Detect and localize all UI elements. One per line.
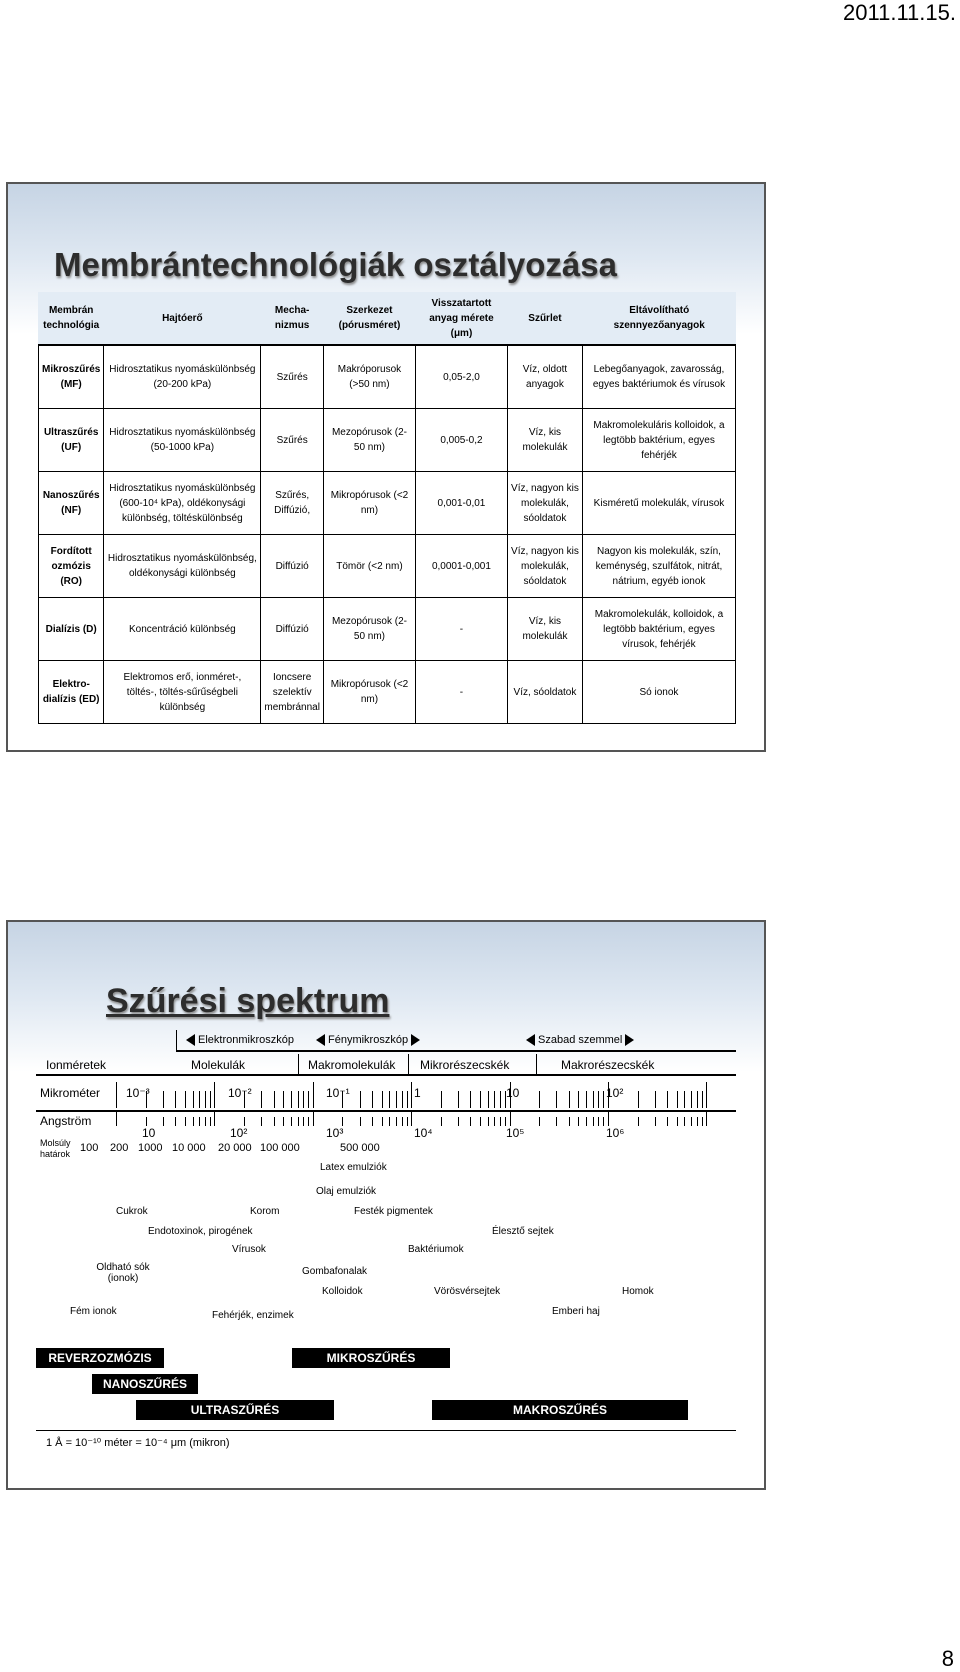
scale-tick (372, 1117, 373, 1126)
table-cell: Lebegőanyagok, zavarosság, egyes baktériumok és vírusok (582, 345, 735, 409)
scale-tick (706, 1082, 707, 1108)
table-cell: Hidrosztatikus nyomáskülönbség (50-1000 kPa) (104, 409, 261, 472)
scale-tick (342, 1117, 343, 1126)
scale-tick (505, 1117, 506, 1126)
scale-tick (116, 1082, 117, 1108)
microscope-electron: Elektronmikroszkóp (186, 1034, 294, 1046)
table-row (39, 345, 736, 409)
scale-tick (608, 1112, 609, 1126)
scale-tick (175, 1117, 176, 1126)
scale-tick (308, 1117, 309, 1126)
scale-tick (702, 1091, 703, 1108)
table-cell: Makróporusok (>50 nm) (323, 345, 415, 409)
molweight-tick: 200 (110, 1142, 129, 1154)
scale-tick (402, 1117, 403, 1126)
col-header: Membrán technológia (39, 292, 104, 345)
table-cell: Ioncsere szelektív membránnal (261, 661, 324, 724)
micrometer-tick: 10⁻³ (126, 1086, 150, 1100)
table-cell: Szűrés (261, 409, 324, 472)
scale-tick (488, 1091, 489, 1108)
table-cell: Mikroszűrés (MF) (39, 345, 104, 409)
table-cell: Hidrosztatikus nyomáskülönbség (20-200 kPa) (104, 345, 261, 409)
scale-tick (303, 1091, 304, 1108)
scale-tick (402, 1091, 403, 1108)
scale-tick (603, 1117, 604, 1126)
table-cell: Víz, kis molekulák (507, 409, 582, 472)
scale-tick (556, 1117, 557, 1126)
table-row (39, 535, 736, 598)
angstrom-tick-marks (116, 1112, 726, 1126)
scale-tick (396, 1117, 397, 1126)
scale-tick (116, 1112, 117, 1126)
scale-tick (691, 1091, 692, 1108)
scale-tick (480, 1117, 481, 1126)
col-header: Visszatartott anyag mérete (μm) (415, 292, 507, 345)
scale-tick (372, 1091, 373, 1108)
table-cell: - (415, 661, 507, 724)
arrow-right-icon (411, 1034, 420, 1046)
table-row (39, 472, 736, 535)
scale-tick (578, 1091, 579, 1108)
table-cell: Makromolekulák, kolloidok, a legtöbb baktérium, egyes vírusok, fehérjék (582, 598, 735, 661)
angstrom-tick: 10⁵ (506, 1126, 525, 1140)
scale-tick (638, 1117, 639, 1126)
scale-tick (407, 1117, 408, 1126)
scale-tick (655, 1091, 656, 1108)
scale-tick (578, 1117, 579, 1126)
molweight-label: Molsúly határok (40, 1138, 71, 1159)
molweight-tick: 500 000 (340, 1142, 380, 1154)
scale-tick (494, 1117, 495, 1126)
table-cell: Tömör (<2 nm) (323, 535, 415, 598)
scale-tick (261, 1117, 262, 1126)
scale-tick (291, 1091, 292, 1108)
table-cell: Ultraszűrés (UF) (39, 409, 104, 472)
table-cell: Diffúzió (261, 598, 324, 661)
table-cell: Víz, kis molekulák (507, 598, 582, 661)
scale-tick (411, 1082, 412, 1108)
scale-tick (214, 1112, 215, 1126)
table-cell: Szűrés (261, 345, 324, 409)
header-date: 2011.11.15. (843, 0, 956, 25)
scale-tick (539, 1117, 540, 1126)
particle-label: Kolloidok (322, 1286, 363, 1297)
scale-tick (691, 1117, 692, 1126)
scale-tick (274, 1117, 275, 1126)
particle-label: Fém ionok (70, 1306, 117, 1317)
table-cell: Mikropórusok (<2 nm) (323, 661, 415, 724)
scale-tick (539, 1091, 540, 1108)
scale-tick (603, 1091, 604, 1108)
scale-tick (510, 1082, 511, 1108)
slide-filtration-spectrum (6, 920, 766, 1490)
table-cell: Nagyon kis molekulák, szín, keménység, szulfátok, nitrát, nátrium, egyéb ionok (582, 535, 735, 598)
angstrom-tick: 10⁴ (414, 1126, 433, 1140)
scale-tick (441, 1117, 442, 1126)
scale-tick (488, 1117, 489, 1126)
scale-tick (608, 1082, 609, 1108)
scale-tick (205, 1091, 206, 1108)
table-cell: Víz, nagyon kis molekulák, sóoldatok (507, 472, 582, 535)
scale-tick (244, 1091, 245, 1108)
scale-tick (480, 1091, 481, 1108)
table-cell: Víz, oldott anyagok (507, 345, 582, 409)
scale-tick (274, 1091, 275, 1108)
filtration-spectrum-diagram (36, 1030, 736, 1475)
particle-label: Emberi haj (552, 1306, 600, 1317)
scale-tick (360, 1117, 361, 1126)
scale-tick (638, 1091, 639, 1108)
scale-tick (199, 1091, 200, 1108)
scale-tick (360, 1091, 361, 1108)
micrometer-label: Mikrométer (40, 1086, 101, 1100)
slide-title: Membrántechnológiák osztályozása (54, 246, 617, 283)
scale-tick (163, 1117, 164, 1126)
scale-tick (684, 1117, 685, 1126)
process-bar-macrofiltration: MAKROSZŰRÉS (432, 1400, 688, 1420)
table-cell: - (415, 598, 507, 661)
scale-tick (185, 1091, 186, 1108)
scale-tick (458, 1117, 459, 1126)
size-class: Molekulák (191, 1058, 246, 1072)
angstrom-tick: 10² (230, 1126, 248, 1140)
scale-tick (146, 1091, 147, 1108)
arrow-left-icon (526, 1034, 535, 1046)
scale-tick (283, 1117, 284, 1126)
scale-tick (586, 1117, 587, 1126)
table-cell: Diffúzió (261, 535, 324, 598)
particle-label: Gombafonalak (302, 1266, 368, 1277)
scale-tick (677, 1091, 678, 1108)
scale-tick (205, 1117, 206, 1126)
scale-tick (146, 1117, 147, 1126)
slide-title: Szűrési spektrum (106, 982, 390, 1020)
scale-tick (175, 1091, 176, 1108)
table-cell: 0,001-0,01 (415, 472, 507, 535)
table-cell: Só ionok (582, 661, 735, 724)
table-cell: Nanoszűrés (NF) (39, 472, 104, 535)
scale-tick (193, 1117, 194, 1126)
table-row (39, 661, 736, 724)
col-header: Hajtóerő (104, 292, 261, 345)
molweight-tick: 10 000 (172, 1142, 206, 1154)
table-cell: 0,005-0,2 (415, 409, 507, 472)
particle-label: Olaj emulziók (316, 1186, 377, 1197)
particle-label: Homok (622, 1286, 654, 1297)
scale-tick (500, 1117, 501, 1126)
table-cell: Elektro-dialízis (ED) (39, 661, 104, 724)
scale-tick (510, 1112, 511, 1126)
scale-tick (470, 1117, 471, 1126)
scale-tick (458, 1091, 459, 1108)
particle-label: Oldható sók (ionok) (96, 1262, 150, 1284)
table-cell: Makromolekuláris kolloidok, a legtöbb baktérium, egyes fehérjék (582, 409, 735, 472)
scale-tick (382, 1091, 383, 1108)
particle-label: Latex emulziók (320, 1162, 387, 1173)
microscope-naked-eye: Szabad szemmel (526, 1034, 634, 1046)
scale-tick (697, 1117, 698, 1126)
process-bar-ultrafiltration: ULTRASZŰRÉS (136, 1400, 334, 1420)
angstrom-tick: 10³ (326, 1126, 344, 1140)
page-number: 8 (941, 1646, 954, 1671)
particle-label: Festék pigmentek (354, 1206, 433, 1217)
micrometer-tick-marks (116, 1082, 726, 1108)
scale-tick (407, 1091, 408, 1108)
membrane-table (38, 292, 736, 724)
micrometer-tick: 1 (414, 1086, 421, 1100)
scale-tick (261, 1091, 262, 1108)
table-row (39, 409, 736, 472)
molweight-tick: 100 (80, 1142, 99, 1154)
table-cell: Víz, sóoldatok (507, 661, 582, 724)
scale-tick (702, 1117, 703, 1126)
particle-label: Cukrok (116, 1206, 148, 1217)
particle-label: Élesztő sejtek (492, 1226, 554, 1237)
scale-tick (389, 1117, 390, 1126)
scale-tick (556, 1091, 557, 1108)
table-cell: Elektromos erő, ionméret-, töltés-, töltés-sűrűségbeli különbség (104, 661, 261, 724)
arrow-left-icon (316, 1034, 325, 1046)
scale-tick (598, 1117, 599, 1126)
scale-tick (667, 1091, 668, 1108)
scale-tick (494, 1091, 495, 1108)
scale-tick (593, 1117, 594, 1126)
table-cell: Mezopórusok (2-50 nm) (323, 598, 415, 661)
particle-label: Vörösvérsejtek (434, 1286, 501, 1297)
particle-label: Vírusok (232, 1244, 266, 1255)
microscope-light: Fénymikroszkóp (316, 1034, 420, 1046)
micrometer-tick: 10 (506, 1086, 520, 1100)
scale-tick (283, 1091, 284, 1108)
scale-tick (593, 1091, 594, 1108)
scale-tick (697, 1091, 698, 1108)
arrow-left-icon (186, 1034, 195, 1046)
scale-tick (298, 1117, 299, 1126)
process-bar-reverse-osmosis: REVERZOZMÓZIS (36, 1348, 164, 1368)
scale-tick (500, 1091, 501, 1108)
scale-tick (470, 1091, 471, 1108)
scale-tick (199, 1117, 200, 1126)
scale-tick (505, 1091, 506, 1108)
scale-tick (303, 1117, 304, 1126)
scale-tick (677, 1117, 678, 1126)
scale-tick (244, 1117, 245, 1126)
scale-tick (185, 1117, 186, 1126)
scale-tick (389, 1091, 390, 1108)
angstrom-tick: 10⁶ (606, 1126, 625, 1140)
col-header: Szerkezet (pórusméret) (323, 292, 415, 345)
scale-tick (569, 1091, 570, 1108)
molweight-tick: 1000 (138, 1142, 163, 1154)
table-cell: Szűrés, Diffúzió, (261, 472, 324, 535)
scale-tick (163, 1091, 164, 1108)
scale-tick (396, 1091, 397, 1108)
scale-tick (586, 1091, 587, 1108)
table-row (39, 598, 736, 661)
particle-label: Endotoxinok, pirogének (148, 1226, 253, 1237)
angstrom-label: Angström (40, 1114, 92, 1128)
size-class: Makromolekulák (308, 1058, 396, 1072)
table-cell: Mezopórusok (2-50 nm) (323, 409, 415, 472)
particle-label: Baktériumok (408, 1244, 464, 1255)
table-cell: Koncentráció különbség (104, 598, 261, 661)
scale-tick (441, 1091, 442, 1108)
table-cell: 0,05-2,0 (415, 345, 507, 409)
scale-tick (706, 1112, 707, 1126)
scale-tick (667, 1117, 668, 1126)
table-cell: Kisméretű molekulák, vírusok (582, 472, 735, 535)
table-cell: Mikropórusok (<2 nm) (323, 472, 415, 535)
scale-tick (655, 1117, 656, 1126)
scale-tick (598, 1091, 599, 1108)
molweight-tick: 100 000 (260, 1142, 300, 1154)
footnote: 1 Å = 10⁻¹⁰ méter = 10⁻⁴ μm (mikron) (46, 1437, 230, 1449)
size-class: Mikrorészecskék (420, 1058, 510, 1072)
scale-tick (308, 1091, 309, 1108)
scale-tick (214, 1082, 215, 1108)
table-cell: Fordított ozmózis (RO) (39, 535, 104, 598)
arrow-right-icon (625, 1034, 634, 1046)
scale-tick (313, 1112, 314, 1126)
scale-tick (291, 1117, 292, 1126)
table-cell: Hidrosztatikus nyomáskülönbség (600-10⁴ kPa), oldékonysági különbség, töltéskülönbség (104, 472, 261, 535)
col-header: Szűrlet (507, 292, 582, 345)
slide-membrane-classification (6, 182, 766, 752)
particle-label: Korom (250, 1206, 280, 1217)
table-cell: Víz, nagyon kis molekulák, sóoldatok (507, 535, 582, 598)
scale-tick (298, 1091, 299, 1108)
scale-tick (193, 1091, 194, 1108)
table-cell: Hidrosztatikus nyomáskülönbség, oldékonysági különbség (104, 535, 261, 598)
table-cell: 0,0001-0,001 (415, 535, 507, 598)
molweight-tick: 20 000 (218, 1142, 252, 1154)
scale-tick (411, 1112, 412, 1126)
particle-label: Fehérjék, enzimek (212, 1310, 294, 1321)
col-header: Mecha-nizmus (261, 292, 324, 345)
micrometer-tick: 10⁻² (228, 1086, 252, 1100)
scale-tick (684, 1091, 685, 1108)
process-bar-microfiltration: MIKROSZŰRÉS (292, 1348, 450, 1368)
table-header-row (39, 292, 736, 345)
size-class: Ionméretek (46, 1058, 107, 1072)
scale-tick (342, 1091, 343, 1108)
micrometer-tick: 10² (606, 1086, 624, 1100)
size-class: Makrorészecskék (561, 1058, 655, 1072)
micrometer-tick: 10⁻¹ (326, 1086, 350, 1100)
scale-tick (210, 1091, 211, 1108)
process-bar-nanofiltration: NANOSZŰRÉS (92, 1374, 198, 1394)
scale-tick (382, 1117, 383, 1126)
col-header: Eltávolítható szennyezőanyagok (582, 292, 735, 345)
scale-tick (569, 1117, 570, 1126)
angstrom-tick: 10 (142, 1126, 156, 1140)
table-cell: Dialízis (D) (39, 598, 104, 661)
scale-tick (313, 1082, 314, 1108)
scale-tick (210, 1117, 211, 1126)
